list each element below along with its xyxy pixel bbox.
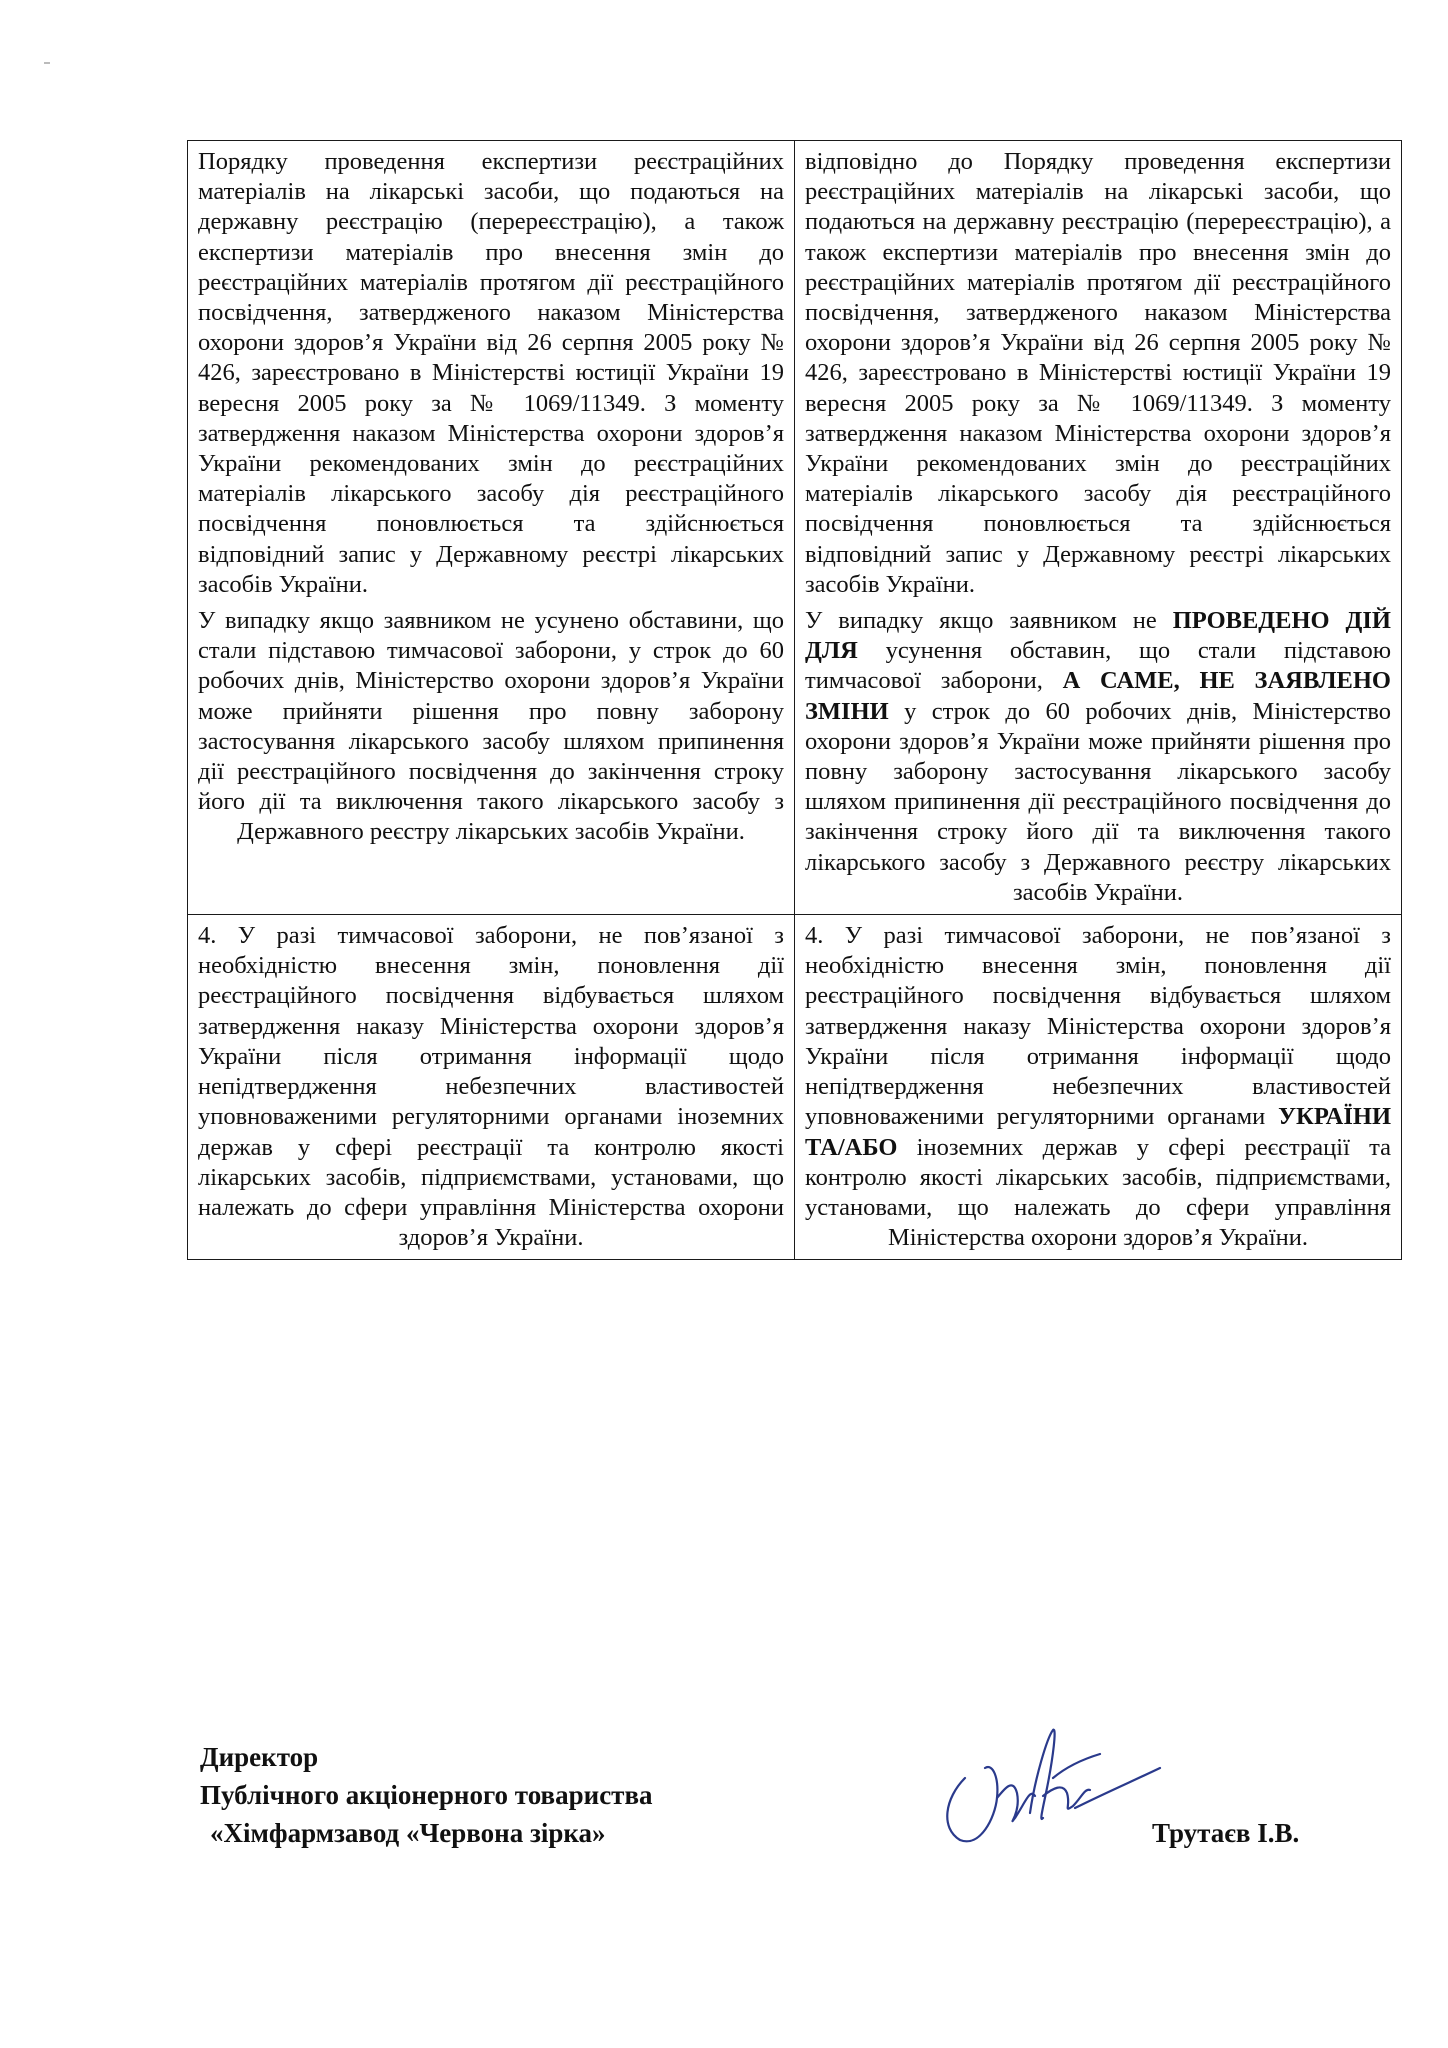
text-run: усунення обставин, що стали підставою тимчасової заборони, xyxy=(805,637,1391,695)
table-cell-current xyxy=(188,141,795,915)
cell-paragraph: 4. У разі тимчасової заборони, не пов’язаної з необхідністю внесення змін, поновлення дії реєстраційного посвідчення відбувається шляхом затвердження наказу Міністерства охорони здоров’я України після отримання інформації щодо непідтвердження небезпечних властивостей уповноваженими регуляторними органами іноземних держав у сфері реєстрації та контролю якості лікарських засобів, підприємствами, установами, що належать до сфери управління Міністерства охорони здоров’я України. xyxy=(198,922,784,1252)
scan-speck xyxy=(44,62,50,64)
text-run: 4. У разі тимчасової заборони, не пов’язаної з необхідністю внесення змін, поновлення дії реєстраційного посвідчення відбувається шляхом затвердження наказу Міністерства охорони здоров’я України після отримання інформації щодо непідтвердження небезпечних властивостей уповноваженими регуляторними органами xyxy=(805,922,1391,1131)
cell-paragraph: відповідно до Порядку проведення експертизи реєстраційних матеріалів на лікарські засоби, що подаються на державну реєстрацію (перереєстрацію), а також експертизи матеріалів про внесення змін до реєстраційних матеріалів протягом дії реєстраційного посвідчення, затвердженого наказом Міністерства охорони здоров’я України від 26 серпня 2005 року № 426, зареєстровано в Міністерстві юстиції України 19 вересня 2005 року за № 1069/11349. З моменту затвердження наказом Міністерства охорони здоров’я України рекомендованих змін до реєстраційних матеріалів лікарського засобу дія реєстраційного посвідчення поновлюється та здійснюється відповідний запис у Державному реєстрі лікарських засобів України. xyxy=(805,148,1391,598)
signatory-company-name: «Хімфармзавод «Червона зірка» xyxy=(210,1818,606,1848)
cell-paragraph xyxy=(805,921,1391,1253)
signatory-title xyxy=(200,1738,653,1852)
text-run: у строк до 60 робочих днів, Міністерство охорони здоров’я України може прийняти рішення про повну заборону застосування лікарського засобу шляхом припинення дії реєстраційного посвідчення до закінчення строку його дії та виключення такого лікарського засобу з Державного реєстру лікарських засобів України. xyxy=(805,697,1391,906)
handwritten-signature xyxy=(935,1718,1165,1853)
cell-paragraph: У випадку якщо заявником не усунено обставини, що стали підставою тимчасової заборони, у строк до 60 робочих днів, Міністерство охорони здоров’я України може прийняти рішення про повну заборону застосування лікарського засобу шляхом припинення дії реєстраційного посвідчення до закінчення строку його дії та виключення такого лікарського засобу з Державного реєстру лікарських засобів України. xyxy=(198,607,784,846)
table-row xyxy=(188,141,1402,915)
text-run: іноземних держав у сфері реєстрації та контролю якості лікарських засобів, підприємствами, установами, що належать до сфери управління Міністерства охорони здоров’я України. xyxy=(805,1133,1391,1252)
table-cell-proposed xyxy=(795,915,1402,1260)
highlighted-text: УКРАЇНИ ТА/АБО xyxy=(805,1103,1391,1161)
cell-paragraph: Порядку проведення експертизи реєстраційних матеріалів на лікарські засоби, що подаються на державну реєстрацію (перереєстрацію), а також експертизи матеріалів про внесення змін до реєстраційних матеріалів протягом дії реєстраційного посвідчення, затвердженого наказом Міністерства охорони здоров’я України від 26 серпня 2005 року № 426, зареєстровано в Міністерстві юстиції України 19 вересня 2005 року за № 1069/11349. З моменту затвердження наказом Міністерства охорони здоров’я України рекомендованих змін до реєстраційних матеріалів лікарського засобу дія реєстраційного посвідчення поновлюється та здійснюється відповідний запис у Державному реєстрі лікарських засобів України. xyxy=(198,148,784,598)
table-row xyxy=(188,915,1402,1260)
cell-paragraph xyxy=(805,606,1391,908)
signatory-name: Трутаєв І.В. xyxy=(1152,1818,1300,1848)
comparison-table xyxy=(187,140,1402,1260)
table-cell-proposed xyxy=(795,141,1402,915)
highlighted-text: ПРОВЕДЕНО ДІЙ ДЛЯ xyxy=(805,607,1391,665)
signatory-position: Директор xyxy=(200,1742,319,1772)
table-cell-current xyxy=(188,915,795,1260)
text-run: У випадку якщо заявником не xyxy=(805,607,1173,635)
signatory-company: Публічного акціонерного товариства xyxy=(200,1780,653,1810)
highlighted-text: А САМЕ, НЕ ЗАЯВЛЕНО ЗМІНИ xyxy=(805,667,1391,725)
